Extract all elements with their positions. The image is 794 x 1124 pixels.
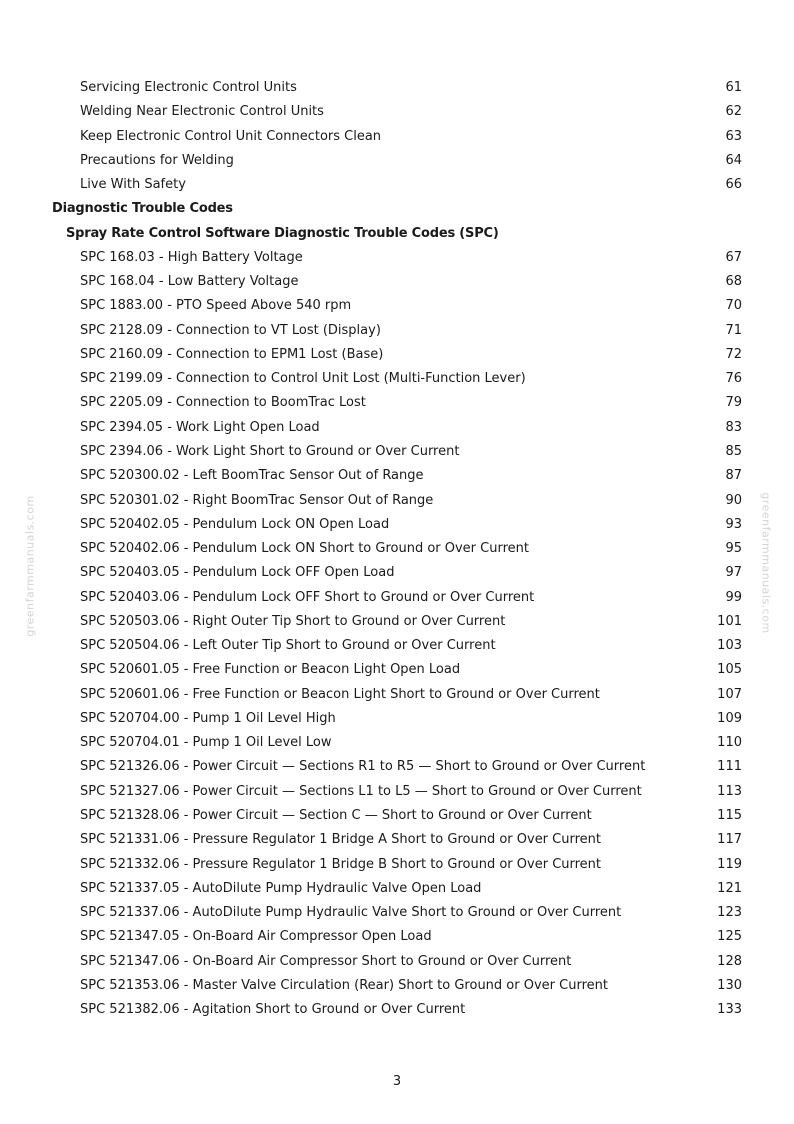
toc-entry-label: SPC 2205.09 - Connection to BoomTrac Lost [80,395,366,411]
toc-entry[interactable] [0,294,794,318]
toc-entry-page: 79 [725,395,742,411]
watermark-right: greenfarmmanuals.com [759,492,773,634]
toc-entry-page: 105 [717,662,742,678]
toc-entry-label: Live With Safety [80,177,186,193]
toc-entry-page: 66 [725,177,742,193]
toc-entry[interactable] [0,707,794,731]
toc-entry-label: SPC 2394.06 - Work Light Short to Ground or Over Current [80,443,460,459]
toc-entry-label: SPC 520300.02 - Left BoomTrac Sensor Out of Range [80,468,424,484]
toc-entry-label: SPC 520504.06 - Left Outer Tip Short to Ground or Over Current [80,638,496,654]
toc-section-heading[interactable] [0,197,794,221]
toc-entry-label: SPC 168.03 - High Battery Voltage [80,249,303,265]
toc-entry[interactable] [0,125,794,149]
toc-entry-label: SPC 2128.09 - Connection to VT Lost (Display) [80,322,381,338]
toc-entry[interactable] [0,974,794,998]
toc-entry-page: 97 [725,565,742,581]
toc-entry-page: 123 [717,905,742,921]
toc-entry-label: SPC 521337.05 - AutoDilute Pump Hydraulic Valve Open Load [80,880,482,896]
toc-entry-label: SPC 520402.06 - Pendulum Lock ON Short to Ground or Over Current [80,541,529,557]
toc-entry-page: 61 [725,80,742,95]
toc-entry-label: Keep Electronic Control Unit Connectors Clean [80,128,382,144]
toc-entry[interactable] [0,319,794,343]
toc-entry-label: SPC 520402.05 - Pendulum Lock ON Open Load [80,516,390,532]
toc-entry-page: 76 [725,371,742,387]
toc-entry-page: 121 [717,880,742,896]
toc-entry[interactable] [0,780,794,804]
toc-entry-page: 111 [717,759,742,775]
toc-entry[interactable] [0,683,794,707]
toc-entry-page: 133 [717,1002,742,1018]
toc-entry-page: 101 [717,613,742,629]
toc-entry-label: SPC 521347.05 - On-Board Air Compressor Open Load [80,929,432,945]
toc-entry[interactable] [0,149,794,173]
toc-entry[interactable] [0,853,794,877]
toc-entry[interactable] [0,561,794,585]
toc-entry-label: SPC 521332.06 - Pressure Regulator 1 Bridge B Short to Ground or Over Current [80,856,602,872]
toc-entry[interactable] [0,513,794,537]
toc-entry-page: 72 [725,346,742,362]
toc-entry-label: SPC 520503.06 - Right Outer Tip Short to Ground or Over Current [80,613,506,629]
toc-entry[interactable] [0,586,794,610]
toc-entry-page: 93 [725,516,742,532]
toc-entry-page: 70 [725,298,742,314]
toc-entry[interactable] [0,367,794,391]
toc-entry-label: SPC 521337.06 - AutoDilute Pump Hydraulic Valve Short to Ground or Over Current [80,905,622,921]
toc-entry-label: SPC 521328.06 - Power Circuit — Section C — Short to Ground or Over Current [80,807,592,823]
toc-entry[interactable] [0,464,794,488]
toc-entry-page: 62 [725,104,742,120]
toc-entry-page: 103 [717,638,742,654]
toc-entry-page: 87 [725,468,742,484]
toc-entry-label: SPC 1883.00 - PTO Speed Above 540 rpm [80,298,352,314]
toc-entry[interactable] [0,950,794,974]
toc-entry-page: 83 [725,419,742,435]
toc-entry[interactable] [0,76,794,100]
toc-entry-label: SPC 2160.09 - Connection to EPM1 Lost (Base) [80,346,384,362]
toc-entry-label: SPC 521347.06 - On-Board Air Compressor Short to Ground or Over Current [80,953,572,969]
watermark-left: greenfarmmanuals.com [23,495,37,637]
toc-entry-label: SPC 521326.06 - Power Circuit — Sections R1 to R5 — Short to Ground or Over Current [80,759,646,775]
toc-entry-page: 99 [725,589,742,605]
toc-entry-page: 85 [725,443,742,459]
toc-entry[interactable] [0,391,794,415]
toc-entry-label: SPC 520601.06 - Free Function or Beacon Light Short to Ground or Over Current [80,686,600,702]
toc-subsection-heading[interactable] [0,222,794,246]
toc-entry-page: 63 [725,128,742,144]
toc-entry-label: SPC 521382.06 - Agitation Short to Ground or Over Current [80,1002,466,1018]
toc-entry-label: SPC 520704.00 - Pump 1 Oil Level High [80,710,336,726]
table-of-contents [0,76,794,1022]
toc-entry-label: SPC 2394.05 - Work Light Open Load [80,419,320,435]
toc-entry-label: SPC 2199.09 - Connection to Control Unit Lost (Multi-Function Lever) [80,371,526,387]
subsection-heading-label: Spray Rate Control Software Diagnostic Trouble Codes (SPC) [66,225,499,241]
toc-entry-label: Welding Near Electronic Control Units [80,104,324,120]
toc-entry[interactable] [0,416,794,440]
toc-entry[interactable] [0,925,794,949]
toc-entry-page: 68 [725,274,742,290]
toc-entry-page: 109 [717,710,742,726]
toc-entry[interactable] [0,998,794,1022]
toc-entry[interactable] [0,246,794,270]
toc-group-general [0,76,794,197]
toc-entry-page: 113 [717,783,742,799]
toc-entry-label: SPC 521327.06 - Power Circuit — Sections L1 to L5 — Short to Ground or Over Current [80,783,642,799]
toc-entry[interactable] [0,634,794,658]
toc-entry[interactable] [0,828,794,852]
toc-entry[interactable] [0,270,794,294]
toc-entry-page: 128 [717,953,742,969]
toc-entry-label: SPC 521353.06 - Master Valve Circulation (Rear) Short to Ground or Over Current [80,977,608,993]
toc-entry[interactable] [0,877,794,901]
toc-entry-page: 130 [717,977,742,993]
toc-entry-label: SPC 520301.02 - Right BoomTrac Sensor Out of Range [80,492,434,508]
toc-entry[interactable] [0,537,794,561]
toc-entry-page: 115 [717,807,742,823]
page-number: 3 [392,1074,402,1089]
toc-entry[interactable] [0,804,794,828]
toc-entry-page: 95 [725,541,742,557]
toc-entry-page: 67 [725,249,742,265]
toc-entry-label: SPC 520403.05 - Pendulum Lock OFF Open Load [80,565,395,581]
toc-entry-label: Servicing Electronic Control Units [80,80,297,95]
toc-entry-page: 71 [725,322,742,338]
section-heading-label: Diagnostic Trouble Codes [52,201,233,217]
toc-entry-label: SPC 168.04 - Low Battery Voltage [80,274,299,290]
toc-entry[interactable] [0,658,794,682]
toc-entry[interactable] [0,755,794,779]
toc-entry-page: 117 [717,832,742,848]
toc-entry[interactable] [0,173,794,197]
toc-entry[interactable] [0,901,794,925]
toc-entry-page: 110 [717,735,742,751]
toc-entry-label: SPC 521331.06 - Pressure Regulator 1 Bridge A Short to Ground or Over Current [80,832,601,848]
toc-entry-page: 119 [717,856,742,872]
toc-entry[interactable] [0,100,794,124]
toc-entry-label: SPC 520601.05 - Free Function or Beacon Light Open Load [80,662,461,678]
toc-group-spc [0,246,794,1023]
toc-entry[interactable] [0,343,794,367]
toc-entry[interactable] [0,440,794,464]
toc-entry-label: Precautions for Welding [80,152,234,168]
toc-entry[interactable] [0,489,794,513]
toc-entry-page: 90 [725,492,742,508]
toc-entry-label: SPC 520704.01 - Pump 1 Oil Level Low [80,735,332,751]
toc-entry-page: 125 [717,929,742,945]
toc-entry-page: 107 [717,686,742,702]
toc-entry-label: SPC 520403.06 - Pendulum Lock OFF Short to Ground or Over Current [80,589,535,605]
toc-entry[interactable] [0,731,794,755]
toc-entry[interactable] [0,610,794,634]
toc-entry-page: 64 [725,152,742,168]
